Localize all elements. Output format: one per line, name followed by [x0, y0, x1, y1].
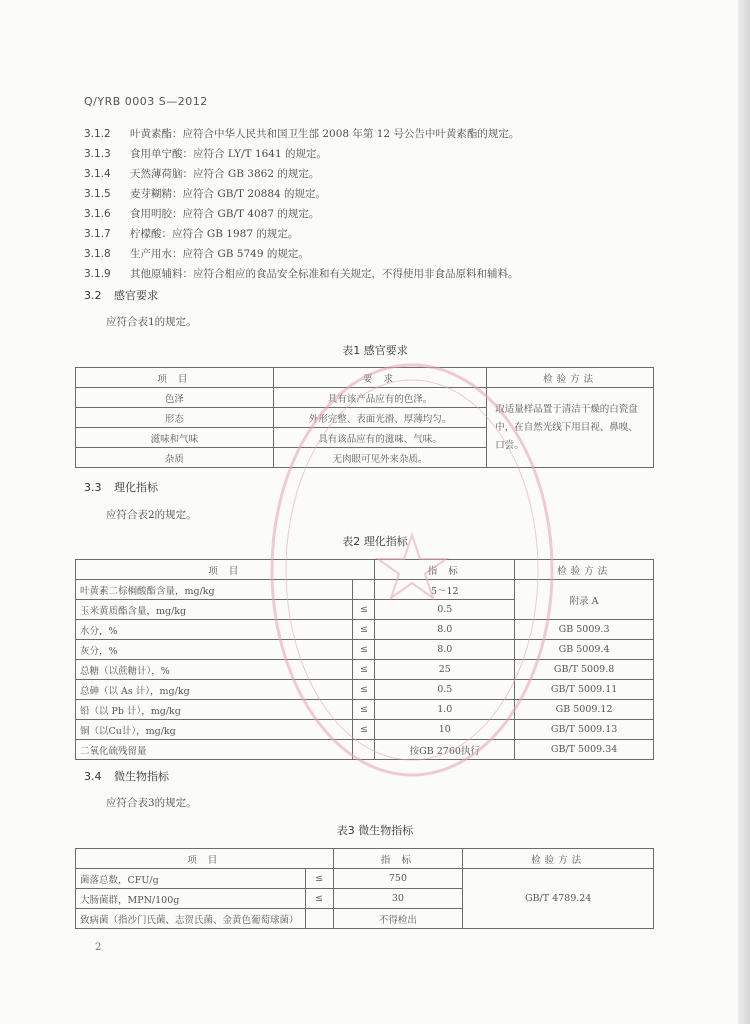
standard-code: Q/YRB 0003 S—2012 [84, 95, 208, 108]
clause-3-1-7 [84, 226, 298, 241]
table-cell-item: 大肠菌群，MPN/100g [76, 889, 306, 909]
section-heading-3-3: 3.3 理化指标 [84, 481, 158, 494]
table-cell-item: 水分，% [76, 620, 353, 640]
clause-number: 3.1.2 [84, 128, 111, 140]
clause-text: 叶黄素酯：应符合中华人民共和国卫生部 2008 年第 12 号公告中叶黄素酯的规定。 [130, 128, 520, 140]
table-header: 项 目 [76, 560, 375, 580]
section-heading-3-4: 3.4 微生物指标 [84, 770, 169, 783]
table-header-row [76, 560, 654, 580]
section-intro-3-4: 应符合表3的规定。 [106, 797, 197, 809]
table-row [76, 388, 654, 408]
table-cell-method: GB/T 5009.34 [515, 740, 654, 760]
clause-text: 食用明胶：应符合 GB/T 4087 的规定。 [130, 208, 320, 220]
table-cell-item: 玉米黄质酯含量，mg/kg [76, 600, 353, 620]
table-cell-method: 附录 A [515, 580, 654, 620]
table-cell-value: 0.5 [375, 600, 515, 620]
table-cell: 具有该品应有的滋味、气味。 [273, 428, 487, 448]
le-symbol: ≤ [353, 680, 375, 700]
table-header: 检验方法 [463, 849, 654, 869]
table-cell: 具有该产品应有的色泽。 [273, 388, 487, 408]
clause-3-1-3 [84, 146, 327, 161]
table-cell-method: 取适量样品置于清洁干燥的白瓷盘中，在自然光线下用目视、鼻嗅、口尝。 [487, 388, 654, 468]
clause-3-1-9 [84, 266, 519, 281]
table-cell-method: GB 5009.4 [515, 640, 654, 660]
table-row [76, 720, 654, 740]
clause-text: 其他原辅料：应符合相应的食品安全标准和有关规定，不得使用非食品原料和辅料。 [130, 268, 519, 280]
table-cell-value: 30 [333, 889, 463, 909]
table-header: 指 标 [375, 560, 515, 580]
table-row [76, 680, 654, 700]
clause-text: 麦芽糊精：应符合 GB/T 20884 的规定。 [130, 188, 327, 200]
table-row [76, 660, 654, 680]
table-header: 项 目 [76, 368, 274, 388]
clause-3-1-5 [84, 186, 326, 201]
le-symbol: ≤ [353, 640, 375, 660]
table2 [75, 559, 654, 760]
le-symbol [353, 740, 375, 760]
table-row [76, 869, 654, 889]
table-cell-value: 8.0 [375, 640, 515, 660]
le-symbol: ≤ [305, 869, 333, 889]
table-cell-item: 叶黄素二棕榈酸酯含量，mg/kg [76, 580, 353, 600]
table-cell-method: GB/T 4789.24 [463, 869, 654, 929]
page-edge [738, 0, 750, 1024]
table-header: 项 目 [76, 849, 334, 869]
clause-text: 生产用水：应符合 GB 5749 的规定。 [130, 248, 309, 260]
table-cell-item: 灰分，% [76, 640, 353, 660]
table-header-row [76, 849, 654, 869]
le-symbol: ≤ [353, 720, 375, 740]
table-cell-item: 菌落总数，CFU/g [76, 869, 306, 889]
table-cell-value: 10 [375, 720, 515, 740]
section-heading-3-2: 3.2 感官要求 [84, 289, 158, 302]
table-cell-value: 按GB 2760执行 [375, 740, 515, 760]
table-header: 检验方法 [515, 560, 654, 580]
clause-text: 食用单宁酸：应符合 LY/T 1641 的规定。 [130, 148, 328, 160]
clause-number: 3.1.4 [84, 168, 111, 180]
table-cell-item: 铜（以Cu计），mg/kg [76, 720, 353, 740]
table3-caption: 表3 微生物指标 [336, 824, 414, 837]
table-cell-value: 8.0 [375, 620, 515, 640]
table-cell-value: 5～12 [375, 580, 515, 600]
table-row [76, 620, 654, 640]
table-cell-value: 不得检出 [333, 909, 463, 929]
le-symbol: ≤ [353, 600, 375, 620]
le-symbol: ≤ [353, 660, 375, 680]
clause-3-1-4 [84, 166, 319, 181]
table-cell: 无肉眼可见外来杂质。 [273, 448, 487, 468]
clause-text: 柠檬酸：应符合 GB 1987 的规定。 [130, 228, 299, 240]
section-intro-3-2: 应符合表1的规定。 [106, 316, 197, 328]
table-cell-method: GB/T 5009.11 [515, 680, 654, 700]
table-cell: 色泽 [76, 388, 274, 408]
table1 [75, 367, 654, 468]
table-cell-value: 750 [333, 869, 463, 889]
clause-number: 3.1.9 [84, 268, 111, 280]
table-row [76, 700, 654, 720]
table-cell: 外形完整、表面光滑、厚薄均匀。 [273, 408, 487, 428]
table-cell-value: 25 [375, 660, 515, 680]
clause-number: 3.1.6 [84, 208, 111, 220]
table-cell-item: 总砷（以 As 计），mg/kg [76, 680, 353, 700]
table-header: 检验方法 [487, 368, 654, 388]
table-cell-item: 二氧化硫残留量 [76, 740, 353, 760]
table-row [76, 580, 654, 600]
table-cell-method: GB/T 5009.13 [515, 720, 654, 740]
le-symbol: ≤ [353, 700, 375, 720]
table-header-row [76, 368, 654, 388]
table-cell: 形态 [76, 408, 274, 428]
table-cell: 滋味和气味 [76, 428, 274, 448]
table-cell-item: 铅（以 Pb 计），mg/kg [76, 700, 353, 720]
clause-3-1-2 [84, 126, 519, 141]
table-cell-method: GB 5009.12 [515, 700, 654, 720]
page-number: 2 [95, 942, 102, 953]
table-cell-value: 0.5 [375, 680, 515, 700]
table-cell-item: 总糖（以蔗糖计），% [76, 660, 353, 680]
table-cell: 杂质 [76, 448, 274, 468]
table3 [75, 848, 654, 929]
table-row [76, 740, 654, 760]
table-cell-method: GB/T 5009.8 [515, 660, 654, 680]
le-symbol [305, 909, 333, 929]
clause-3-1-8 [84, 246, 309, 261]
clause-number: 3.1.3 [84, 148, 111, 160]
table-cell-item: 致病菌（指沙门氏菌、志贺氏菌、金黄色葡萄球菌） [76, 909, 306, 929]
le-symbol: ≤ [353, 620, 375, 640]
clause-number: 3.1.7 [84, 228, 111, 240]
table-cell-method: GB 5009.3 [515, 620, 654, 640]
table1-caption: 表1 感官要求 [342, 344, 408, 357]
clause-number: 3.1.8 [84, 248, 111, 260]
table-row [76, 640, 654, 660]
le-symbol [353, 580, 375, 600]
clause-number: 3.1.5 [84, 188, 111, 200]
clause-3-1-6 [84, 206, 319, 221]
table-header: 指 标 [333, 849, 463, 869]
section-intro-3-3: 应符合表2的规定。 [106, 509, 197, 521]
le-symbol: ≤ [305, 889, 333, 909]
table-header: 要 求 [273, 368, 487, 388]
table2-caption: 表2 理化指标 [342, 535, 408, 548]
clause-text: 天然薄荷脑：应符合 GB 3862 的规定。 [130, 168, 320, 180]
table-cell-value: 1.0 [375, 700, 515, 720]
